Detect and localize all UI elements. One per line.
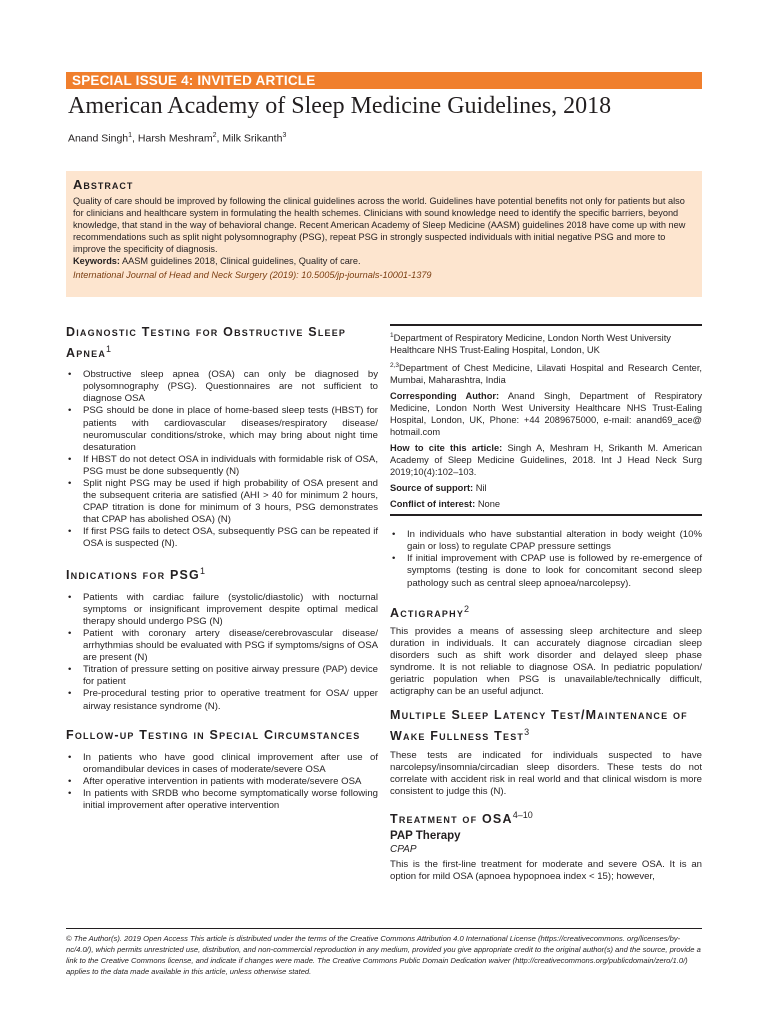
- conflict-of-interest-label: Conflict of interest:: [390, 499, 476, 510]
- indications-list: [66, 592, 378, 713]
- author-affiliation-mark: 1: [128, 132, 133, 139]
- list-item: • Split night PSG may be used if high probability of OSA present and the subsequent criteria are satisfied (AHI > 40 for minimum 2 hours, CPAP titration is done for minimum of 3 hours, PSG demonstrates that CPAP has abolished OSA) (N): [66, 478, 378, 526]
- list-item: • In patients with SRDB who become symptomatically worse following initial improvement after operative intervention: [66, 788, 378, 812]
- reference-mark: 2: [464, 603, 470, 614]
- abstract-keywords: [73, 255, 695, 267]
- section-heading-indications-psg: [66, 563, 378, 584]
- subheading-pap-therapy: PAP Therapy: [390, 830, 461, 843]
- conflict-of-interest: [390, 498, 702, 510]
- heading-text: Indications for PSG: [66, 567, 200, 582]
- affiliation-mark: 1: [390, 332, 394, 339]
- author-list: [68, 132, 286, 145]
- corresponding-author: [390, 390, 702, 438]
- corresponding-author-label: Corresponding Author:: [390, 391, 500, 402]
- how-to-cite: [390, 442, 702, 478]
- affiliation-text: Department of Chest Medicine, Lilavati Hospital and Research Center, Mumbai, Maharashtra, India: [390, 363, 702, 386]
- section-heading-treatment-osa: [390, 807, 702, 828]
- author-separator: ,: [216, 132, 223, 145]
- diagnostic-testing-list: [66, 369, 378, 550]
- list-item: • Titration of pressure setting on positive airway pressure (PAP) device for patient: [66, 664, 378, 688]
- reference-mark: 4–10: [512, 809, 533, 820]
- reference-mark: 1: [106, 344, 112, 354]
- list-item: • If first PSG fails to detect OSA, subsequently PSG can be repeated if OSA is suspected (N).: [66, 526, 378, 550]
- follow-up-list: [66, 752, 378, 812]
- author-name: Milk Srikanth: [222, 132, 283, 145]
- right-column: [390, 324, 702, 883]
- list-item: • If initial improvement with CPAP use is followed by re-emergence of symptoms (testing is done to look for concomitant second sleep pathology such as central sleep apnoea/narcolepsy).: [390, 553, 702, 589]
- list-item: • If HBST do not detect OSA in individuals with formidable risk of OSA, PSG must be done subsequently (N): [66, 454, 378, 478]
- author-name: Anand Singh: [68, 132, 129, 145]
- actigraphy-text: This provides a means of assessing sleep architecture and sleep duration in individuals. It can accurately diagnose circadian sleep disorders such as shift work disorder and delayed sleep phase syndrome. It is not reliable to diagnose OSA. In pediatric population/ geriatric population when PSG is unavailable/technically difficult, actigraphy can be an useful adjunct.: [390, 625, 702, 698]
- list-item: • Obstructive sleep apnea (OSA) can only be diagnosed by polysomnography (PSG). Questionnaires are not sufficient to diagnose OSA: [66, 369, 378, 405]
- reference-mark: 1: [199, 565, 205, 576]
- abstract-box: [66, 171, 702, 297]
- follow-up-list-continued: [390, 529, 702, 589]
- affiliation-2: [390, 360, 702, 386]
- source-of-support-label: Source of support:: [390, 483, 474, 494]
- list-item: • Patient with coronary artery disease/cerebrovascular disease/ arrhythmias should be evaluated with PSG if symptoms/signs of OSA are present (N): [66, 628, 378, 664]
- corresponding-author-text: Anand Singh, Department of Respiratory Medicine, London North West University Healthcare NHS Trust-Ealing Hospital, London, UK, Phone: +44 2089675000, e-mail: anand69_ace@ hotmail.com: [390, 391, 702, 438]
- source-of-support: [390, 482, 702, 494]
- journal-citation: International Journal of Head and Neck Surgery (2019): 10.5005/jp-journals-10001-1379: [73, 270, 432, 280]
- mslt-text: These tests are indicated for individuals suspected to have narcolepsy/insomnia/circadian sleep disorders. These tests do not correlate with accident risk in real world and that clinical wisdom is more consistent to judge this (N).: [390, 749, 702, 797]
- affiliation-divider: [390, 514, 702, 516]
- heading-text: Treatment of OSA: [390, 812, 513, 827]
- conflict-of-interest-text: None: [475, 499, 501, 510]
- heading-text: Multiple Sleep Latency Test/Maintenance of Wake Fullness Test: [390, 708, 688, 744]
- list-item: • PSG should be done in place of home-based sleep tests (HBST) for patients with cardiovascular diseases/respiratory disease/ neuromuscular conditions/stroke, which may bring about night time desaturation: [66, 405, 378, 453]
- list-item: • Pre-procedural testing prior to operative treatment for OSA/ upper airway resistance syndrome (N).: [66, 688, 378, 712]
- affiliation-box: [390, 324, 702, 516]
- abstract-heading: Abstract: [73, 177, 134, 192]
- author-affiliation-mark: 3: [282, 132, 287, 139]
- license-footer: © The Author(s). 2019 Open Access This article is distributed under the terms of the Creative Commons Attribution 4.0 International License (https://creativecommons. org/licenses/by-nc/4.0/), which permits unrestricted use, distribution, and non-commercial reproduction in any medium, provided you give appropriate credit to the original author(s) and the source, provide a link to the Creative Commons license, and indicate if changes were made. The Creative Commons Public Domain Dedication waiver (http://creativecommons.org/publicdomain/zero/1.0/) applies to the data made available in this article, unless otherwise stated.: [66, 928, 702, 977]
- section-heading-mslt: [390, 707, 702, 745]
- heading-text: Diagnostic Testing for Obstructive Sleep Apnea: [66, 325, 347, 361]
- subheading-cpap: CPAP: [390, 844, 417, 856]
- treatment-text: This is the first-line treatment for moderate and severe OSA. It is an option for mild OSA (apnoea hypopnoea index < 15); however,: [390, 859, 702, 883]
- reference-mark: 3: [524, 727, 530, 738]
- keywords-text: AASM guidelines 2018, Clinical guidelines, Quality of care.: [119, 256, 361, 266]
- author-name: Harsh Meshram: [137, 132, 213, 145]
- author-affiliation-mark: 2: [212, 132, 217, 139]
- article-title: American Academy of Sleep Medicine Guidelines, 2018: [68, 93, 612, 119]
- section-heading-follow-up-testing: Follow-up Testing in Special Circumstances: [66, 727, 361, 742]
- list-item: • After operative intervention in patients with moderate/severe OSA: [66, 776, 378, 788]
- affiliation-text: Department of Respiratory Medicine, London North West University Healthcare NHS Trust-Ealing Hospital, London, UK: [390, 333, 671, 356]
- keywords-label: Keywords:: [73, 256, 120, 266]
- section-heading-diagnostic-testing: [66, 324, 378, 362]
- affiliation-mark: 2,3: [390, 362, 400, 370]
- how-to-cite-label: How to cite this article:: [390, 443, 503, 454]
- affiliation-1: [390, 330, 702, 356]
- list-item: • In individuals who have substantial alteration in body weight (10% gain or loss) to regulate CPAP pressure settings: [390, 529, 702, 553]
- list-item: • In patients who have good clinical improvement after use of oromandibular devices in cases of moderate/severe OSA: [66, 752, 378, 776]
- author-separator: ,: [132, 132, 138, 145]
- source-of-support-text: Nil: [473, 483, 487, 494]
- section-heading-actigraphy: [390, 601, 702, 622]
- heading-text: Actigraphy: [390, 605, 465, 620]
- left-column: [66, 324, 378, 812]
- how-to-cite-text: Singh A, Meshram H, Srikanth M. American Academy of Sleep Medicine Guidelines, 2018. Int J Head Neck Surg 2019;10(4):102–103.: [390, 443, 702, 478]
- issue-banner: SPECIAL ISSUE 4: INVITED ARTICLE: [66, 72, 702, 89]
- abstract-text: Quality of care should be improved by following the clinical guidelines across the world. Guidelines have potential benefits not only for patients but also for clinicians and healthcare system in formulating the health schemes. Clinicians with sound knowledge need to identify the specific barriers, beyond knowledge, that stand in the way of behavioral change. Recent American Academy of Sleep Medicine (AASM) guidelines 2018 have come up with new recommendations such as split night polysomnography (PSG), repeat PSG in strongly suspected individuals with initial negative PSG and more to improve the specificity of diagnosis.: [73, 196, 686, 254]
- list-item: • Patients with cardiac failure (systolic/diastolic) with nocturnal symptoms or insignificant improvement despite optimal medical therapy should undergo PSG (N): [66, 592, 378, 628]
